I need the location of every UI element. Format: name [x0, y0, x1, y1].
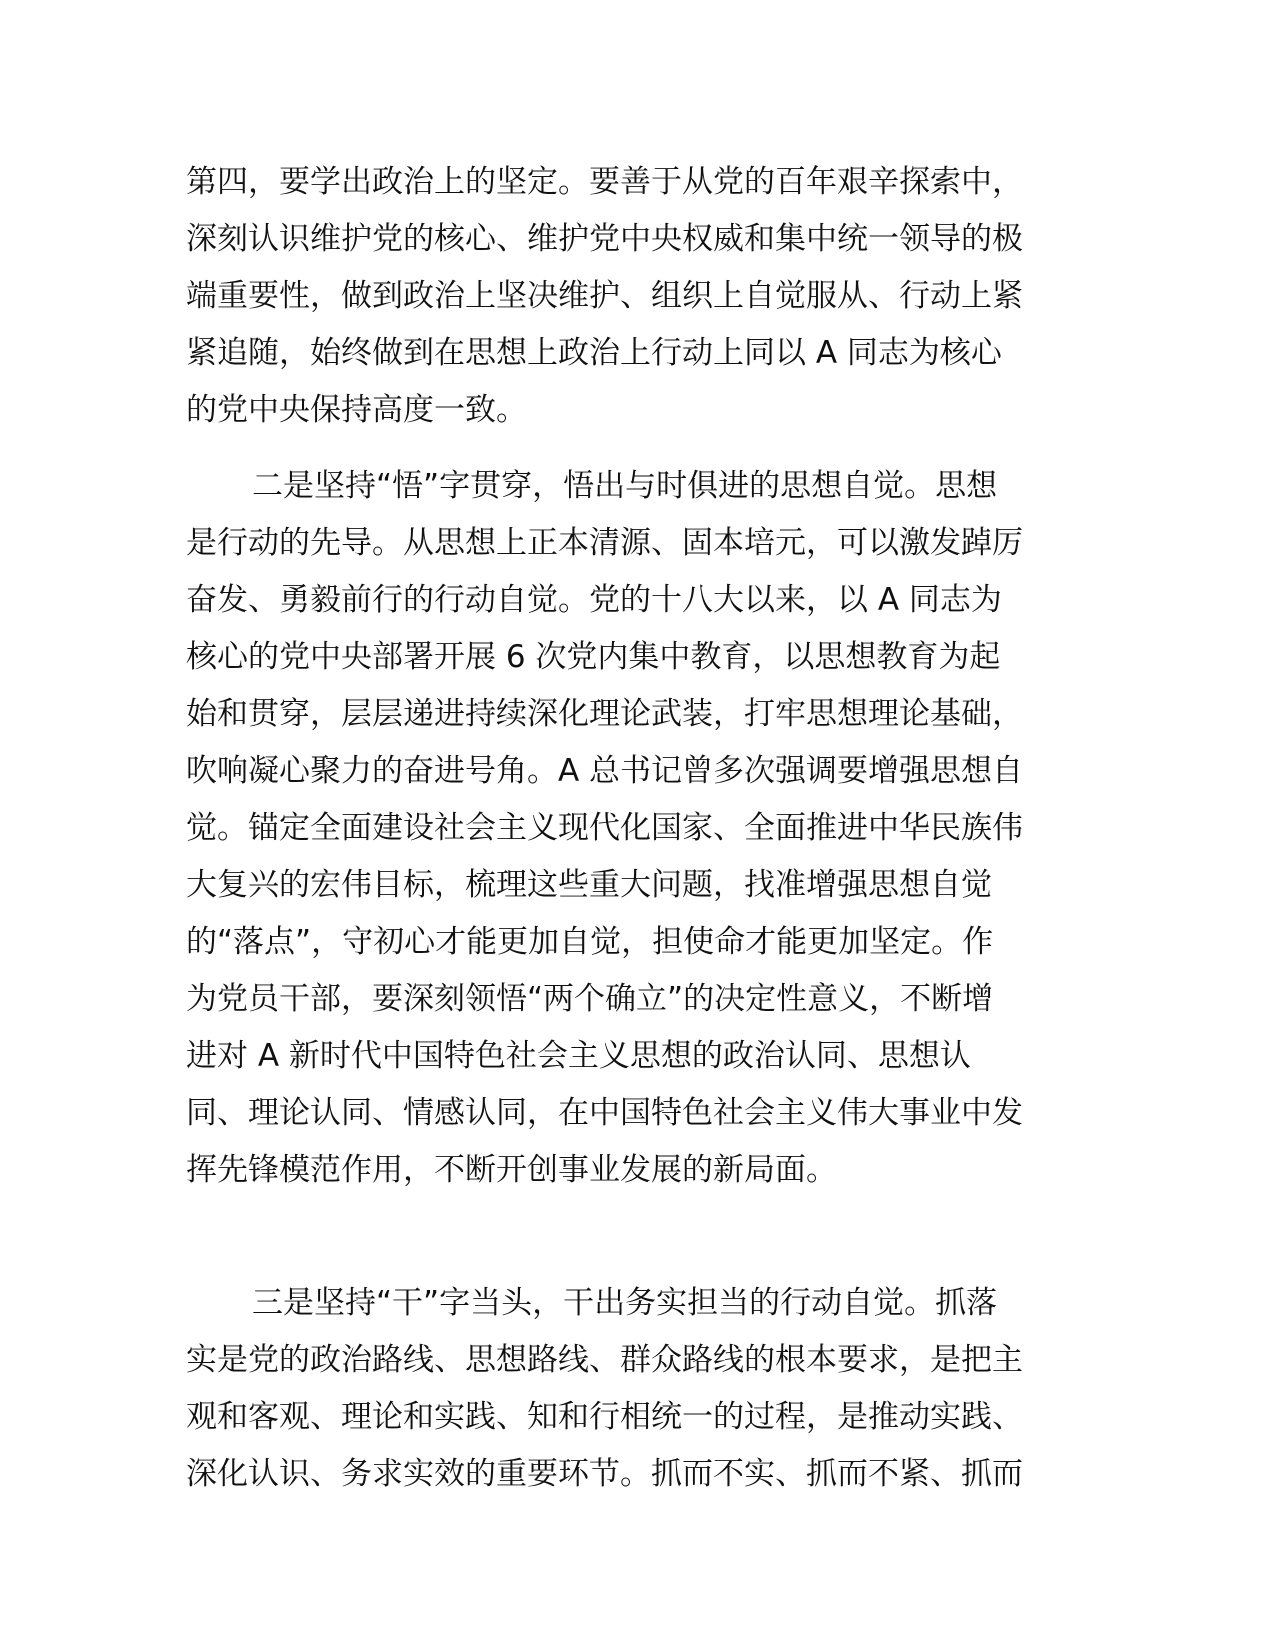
text-line: 的党中央保持高度一致。	[186, 392, 527, 428]
paragraph-2	[186, 458, 1086, 1256]
text-line: 深刻认识维护党的核心、维护党中央权威和集中统一领导的极	[186, 221, 1023, 257]
paragraph-spacer	[186, 439, 1086, 458]
text-line: 紧追随，始终做到在思想上政治上行动上同以 A 同志为核心	[186, 335, 1002, 371]
text-line: 始和贯穿，层层递进持续深化理论武装，打牢思想理论基础，	[186, 696, 1023, 732]
text-line	[186, 1199, 1086, 1256]
text-line: 吹响凝心聚力的奋进号角。A 总书记曾多次强调要增强思想自	[186, 753, 1024, 789]
text-line: 端重要性，做到政治上坚决维护、组织上自觉服从、行动上紧	[186, 278, 1023, 314]
paragraph-spacer	[186, 1256, 1086, 1275]
text-line: 核心的党中央部署开展 6 次党内集中教育，以思想教育为起	[186, 639, 1001, 675]
text-line: 是行动的先导。从思想上正本清源、固本培元，可以激发踔厉	[186, 525, 1023, 561]
text-line: 二是坚持“悟”字贯穿，悟出与时俱进的思想自觉。思想	[252, 468, 998, 504]
text-line: 实是党的政治路线、思想路线、群众路线的根本要求，是把主	[186, 1342, 1023, 1378]
paragraph-3	[186, 1275, 1086, 1503]
text-line: 第四，要学出政治上的坚定。要善于从党的百年艰辛探索中，	[186, 164, 1023, 200]
text-line: 深化认识、务求实效的重要环节。抓而不实、抓而不紧、抓而	[186, 1456, 1023, 1492]
text-line: 进对 A 新时代中国特色社会主义思想的政治认同、思想认	[186, 1038, 971, 1074]
text-line: 挥先锋模范作用，不断开创事业发展的新局面。	[186, 1152, 837, 1188]
text-line: 观和客观、理论和实践、知和行相统一的过程，是推动实践、	[186, 1399, 1023, 1435]
text-line: 奋发、勇毅前行的行动自觉。党的十八大以来，以 A 同志为	[186, 582, 1002, 618]
text-line: 三是坚持“干”字当头，干出务实担当的行动自觉。抓落	[252, 1285, 998, 1321]
paragraph-1	[186, 154, 1086, 439]
text-line: 的“落点”，守初心才能更加自觉，担使命才能更加坚定。作	[186, 924, 994, 960]
body-text	[186, 154, 1086, 1503]
text-line: 大复兴的宏伟目标，梳理这些重大问题，找准增强思想自觉	[186, 867, 992, 903]
text-line: 觉。锚定全面建设社会主义现代化国家、全面推进中华民族伟	[186, 810, 1023, 846]
text-line: 为党员干部，要深刻领悟“两个确立”的决定性意义，不断增	[186, 981, 994, 1017]
text-line: 同、理论认同、情感认同，在中国特色社会主义伟大事业中发	[186, 1095, 1023, 1131]
